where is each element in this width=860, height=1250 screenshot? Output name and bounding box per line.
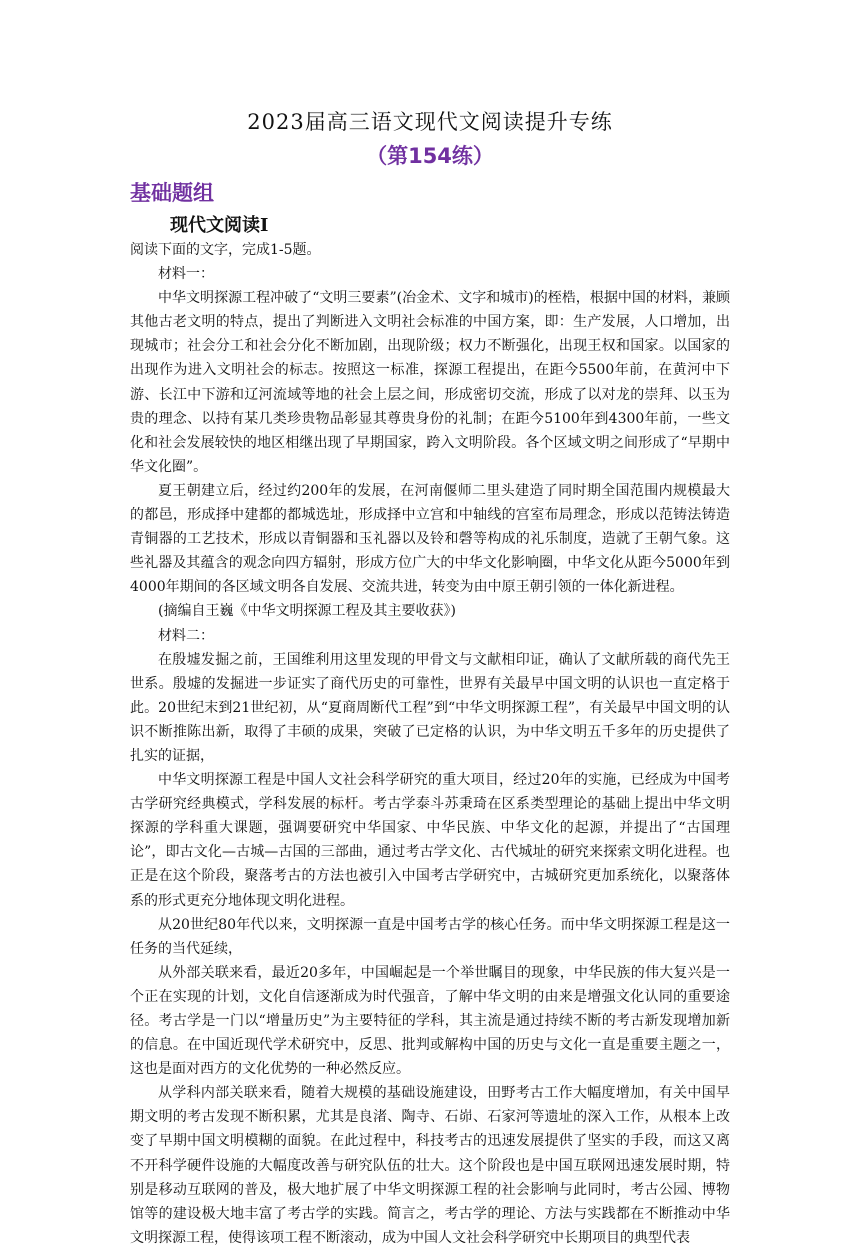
passage-paragraph: 从外部关联来看，最近20多年，中国崛起是一个举世瞩目的现象，中华民族的伟大复兴是一个正在实现的计划，文化自信逐渐成为时代强音，了解中华文明的由来是增强文化认同的重要途径。考古学是一门以“增量历史”为主要特征的学科，其主流是通过持续不断的考古新发现增加新的信息。在中国近现代学术研究中，反思、批判或解构中国的历史与文化一直是重要主题之一，这也是面对西方的文化优势的一种必然反应。 xyxy=(130,964,730,1078)
passage-paragraph: (摘编自王巍《中华文明探源工程及其主要收获》) xyxy=(158,603,456,620)
section-heading: 现代文阅读Ⅰ xyxy=(170,215,269,236)
group-heading: 基础题组 xyxy=(130,181,214,205)
passage-paragraph: 夏王朝建立后，经过约200年的发展，在河南偃师二里头建造了同时期全国范围内规模最大的都邑，形成择中建都的都城选址，形成择中立宫和中轴线的宫室布局理念，形成以范铸法铸造青铜器的工艺技术，形成以青铜器和玉礼器以及铃和磬等构成的礼乐制度，造就了王朝气象。这些礼器及其蕴含的观念向四方辐射，形成方位广大的中华文化影响圈，中华文化从距今5000年到4000年期间的各区域文明各自发展、交流共进，转变为由中原王朝引领的一体化新进程。 xyxy=(130,482,730,596)
passage-paragraph: 材料一： xyxy=(158,266,214,283)
practice-number: （第154练） xyxy=(366,144,494,168)
passage-paragraph: 材料二： xyxy=(158,627,214,644)
passage-paragraph: 中华文明探源工程是中国人文社会科学研究的重大项目，经过20年的实施，已经成为中国考古学研究经典模式，学科发展的标杆。考古学泰斗苏秉琦在区系类型理论的基础上提出中华文明探源的学科重大课题，强调要研究中华国家、中华民族、中华文化的起源，并提出了“古国理论”，即古文化—古城—古国的三部曲，通过考古学文化、古代城址的研究来探索文明化进程。也正是在这个阶段，聚落考古的方法也被引入中国考古学研究中，古城研究更加系统化，以聚落体系的形式更充分地体现文明化进程。 xyxy=(130,772,730,909)
reading-passage xyxy=(130,238,730,1250)
passage-paragraph: 从20世纪80年代以来，文明探源一直是中国考古学的核心任务。而中华文明探源工程是这一任务的当代延续， xyxy=(130,916,730,957)
passage-paragraph: 从学科内部关联来看，随着大规模的基础设施建设，田野考古工作大幅度增加，有关中国早期文明的考古发现不断积累，尤其是良渚、陶寺、石峁、石家河等遗址的深入工作，从根本上改变了早期中国文明模糊的面貌。在此过程中，科技考古的迅速发展提供了坚实的手段，而这又离不开科学硬件设施的大幅度改善与研究队伍的壮大。这个阶段也是中国互联网迅速发展时期，特别是移动互联网的普及，极大地扩展了中华文明探源工程的社会影响与此同时，考古公园、博物馆等的建设极大地丰富了考古学的实践。简言之，考古学的理论、方法与实践都在不断推动中华文明探源工程，使得该项工程不断滚动，成为中国人文社会科学研究中长期项目的典型代表 xyxy=(130,1085,730,1246)
passage-paragraph: 在殷墟发掘之前，王国维利用这里发现的甲骨文与文献相印证，确认了文献所载的商代先王世系。殷墟的发掘进一步证实了商代历史的可靠性，世界有关最早中国文明的认识也一直定格于此。20世纪末到21世纪初，从“夏商周断代工程”到“中华文明探源工程”，有关最早中国文明的认识不断推陈出新，取得了丰硕的成果，突破了已定格的认识，为中华文明五千多年的历史提供了扎实的证据， xyxy=(130,651,730,764)
document-title: 2023届高三语文现代文阅读提升专练 xyxy=(247,110,613,134)
passage-paragraph: 阅读下面的文字，完成1-5题。 xyxy=(130,242,321,258)
passage-paragraph: 中华文明探源工程冲破了“文明三要素”(冶金术、文字和城市)的桎梏，根据中国的材料，兼顾其他古老文明的特点，提出了判断进入文明社会标准的中国方案，即：生产发展，人口增加，出现城市；社会分工和社会分化不断加剧，出现阶级；权力不断强化，出现王权和国家。以国家的出现作为进入文明社会的标志。按照这一标准，探源工程提出，在距今5500年前，在黄河中下游、长江中下游和辽河流域等地的社会上层之间，形成密切交流，形成了以对龙的崇拜、以玉为贵的理念、以持有某几类珍贵物品彰显其尊贵身份的礼制；在距今5100年到4300年前，一些文化和社会发展较快的地区相继出现了早期国家，跨入文明阶段。各个区域文明之间形成了“早期中华文化圈”。 xyxy=(130,290,730,475)
